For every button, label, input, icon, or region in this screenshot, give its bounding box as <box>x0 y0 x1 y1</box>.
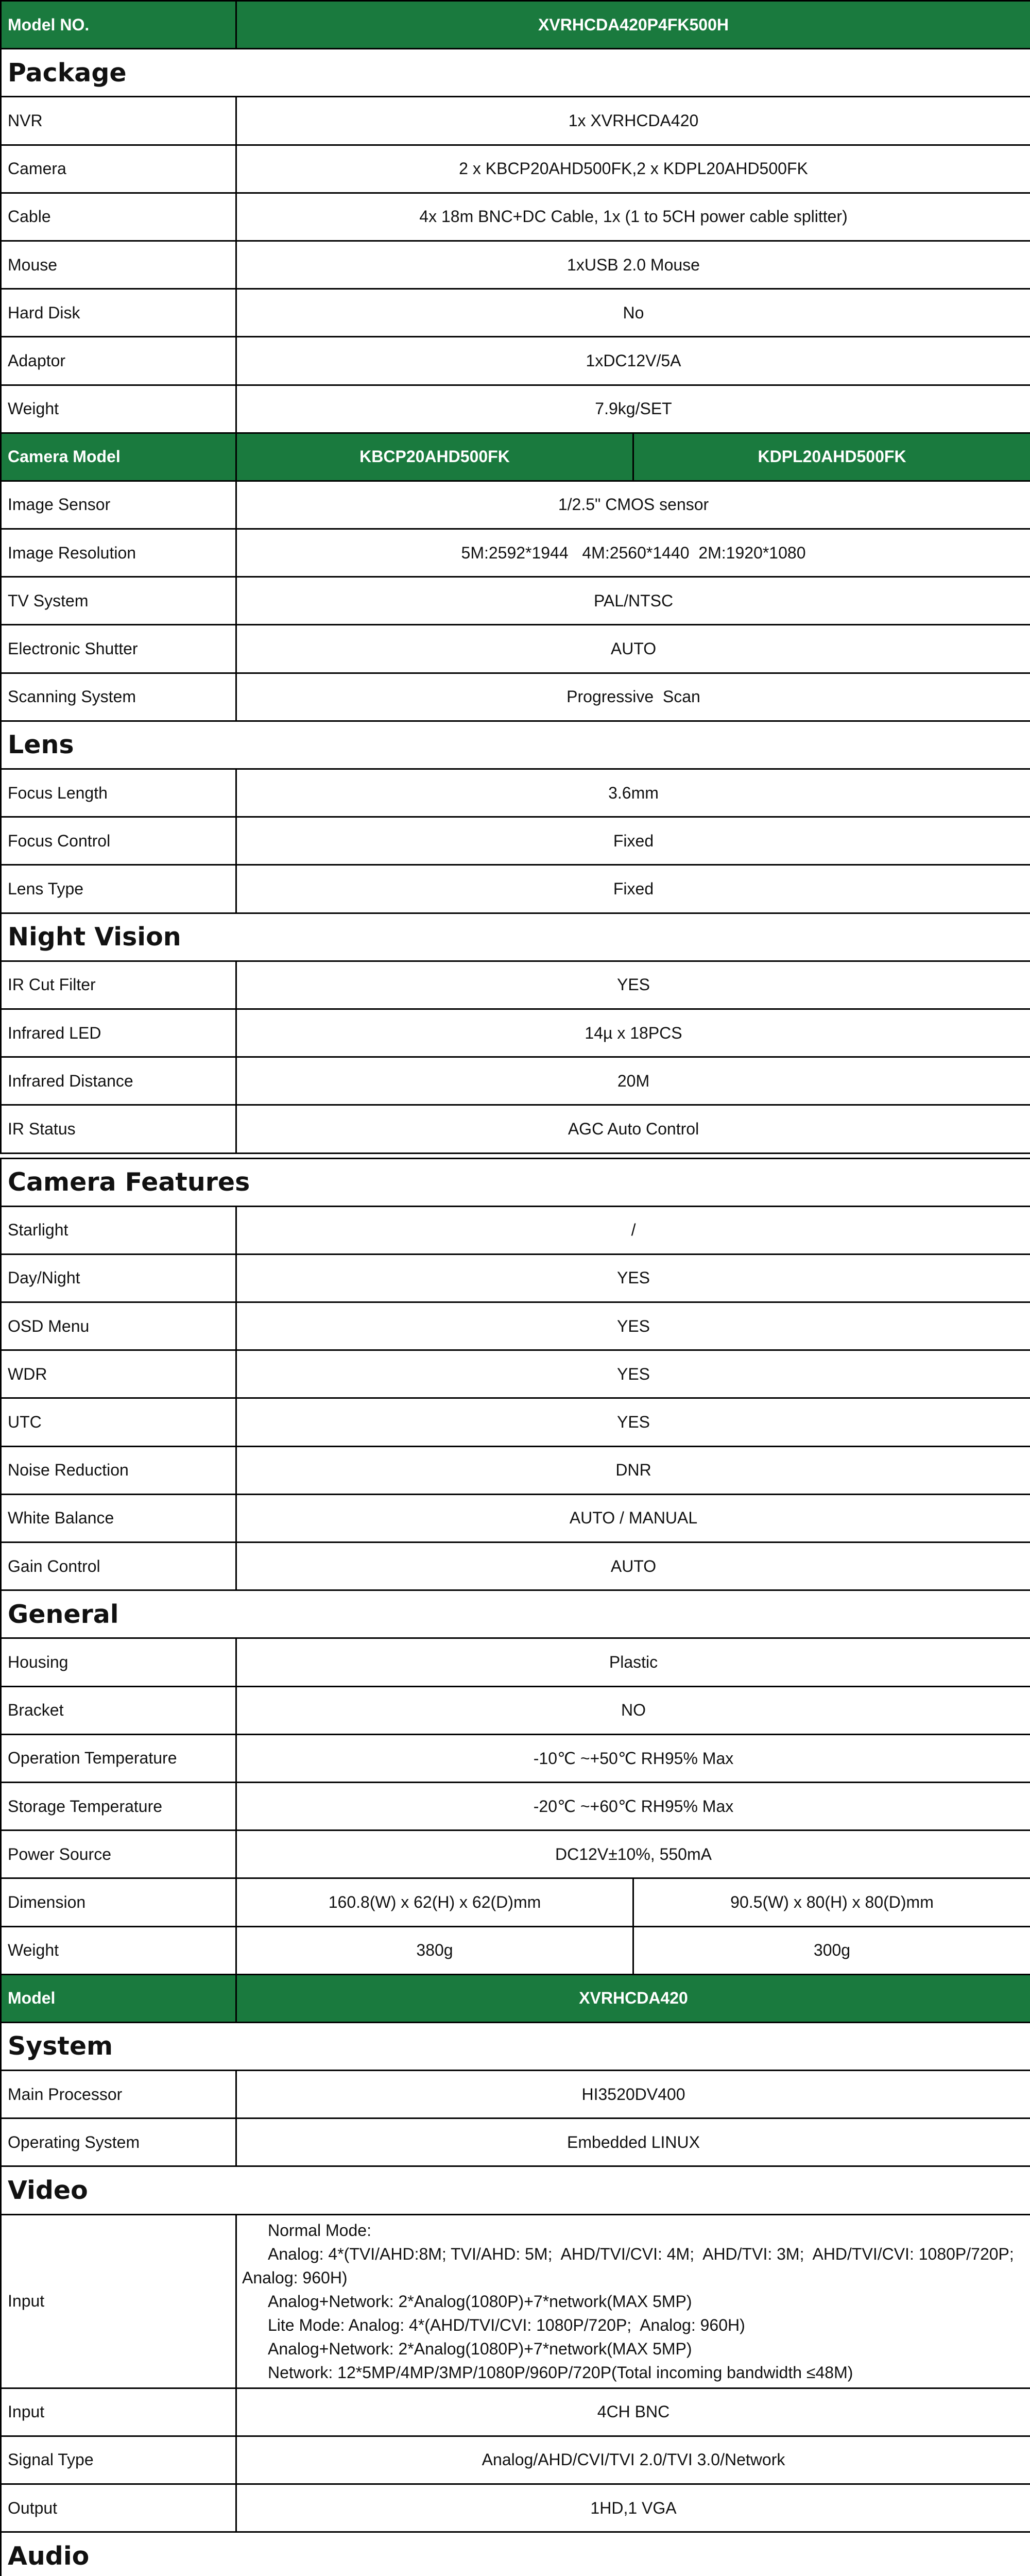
weight-value-b: 300g <box>633 1926 1030 1974</box>
spec-row <box>1 769 1030 817</box>
spec-value: Analog/AHD/CVI/TVI 2.0/TVI 3.0/Network <box>236 2436 1030 2484</box>
model-no-row <box>1 1 1030 49</box>
spec-label: Electronic Shutter <box>1 625 236 673</box>
spec-value: 1x XVRHCDA420 <box>236 97 1030 145</box>
video-input-multi-row <box>1 2214 1030 2388</box>
spec-value: 4CH BNC <box>236 2388 1030 2436</box>
spec-row <box>1 241 1030 289</box>
spec-value: AGC Auto Control <box>236 1105 1030 1153</box>
dimension-value-b: 90.5(W) x 80(H) x 80(D)mm <box>633 1878 1030 1926</box>
spec-value: YES <box>236 1350 1030 1398</box>
audio-section <box>1 2532 1030 2576</box>
spec-row <box>1 145 1030 193</box>
spec-value: 1HD,1 VGA <box>236 2484 1030 2532</box>
general-section <box>1 1590 1030 1638</box>
camera-model-row <box>1 433 1030 481</box>
section-title: Audio <box>1 2532 1030 2576</box>
spec-label: WDR <box>1 1350 236 1398</box>
spec-label: Focus Length <box>1 769 236 817</box>
spec-value: Fixed <box>236 817 1030 865</box>
spec-value: 14µ x 18PCS <box>236 1009 1030 1057</box>
spec-row <box>1 1638 1030 1686</box>
spec-label: Hard Disk <box>1 289 236 337</box>
input-line: Analog+Network: 2*Analog(1080P)+7*network(MAX 5MP) <box>268 2292 692 2311</box>
spec-label: Dimension <box>1 1878 236 1926</box>
input-line: Lite Mode: Analog: 4*(AHD/TVI/CVI: 1080P/720P; Analog: 960H) <box>268 2315 745 2334</box>
spec-label: Operation Temperature <box>1 1734 236 1782</box>
spec-label: Input <box>1 2214 236 2388</box>
spec-value: Progressive Scan <box>236 673 1030 721</box>
camera-model-b: KDPL20AHD500FK <box>633 433 1030 481</box>
spec-label: Noise Reduction <box>1 1446 236 1494</box>
package-section <box>1 49 1030 97</box>
spec-row <box>1 1446 1030 1494</box>
spec-label: Camera <box>1 145 236 193</box>
dimension-value-a: 160.8(W) x 62(H) x 62(D)mm <box>236 1878 633 1926</box>
video-input-lines <box>236 2214 1030 2388</box>
spec-row <box>1 1302 1030 1350</box>
spec-value: 2 x KBCP20AHD500FK,2 x KDPL20AHD500FK <box>236 145 1030 193</box>
spec-label: Image Resolution <box>1 529 236 577</box>
spec-label: Operating System <box>1 2119 236 2166</box>
spec-value: HI3520DV400 <box>236 2071 1030 2119</box>
spec-row <box>1 481 1030 529</box>
input-line: Analog: 4*(TVI/AHD:8M; TVI/AHD: 5M; AHD/TVI/CVI: 4M; AHD/TVI: 3M; AHD/TVI/CVI: 1080P/720P; <box>268 2244 1014 2263</box>
spec-row <box>1 385 1030 433</box>
spec-label: OSD Menu <box>1 1302 236 1350</box>
spec-label: Cable <box>1 193 236 241</box>
input-line: Analog+Network: 2*Analog(1080P)+7*network(MAX 5MP) <box>268 2339 692 2358</box>
spec-label: Power Source <box>1 1831 236 1878</box>
table-gap <box>1 1153 1030 1158</box>
spec-label: Starlight <box>1 1206 236 1254</box>
section-title: Night Vision <box>1 913 1030 961</box>
spec-label: IR Status <box>1 1105 236 1153</box>
spec-value: PAL/NTSC <box>236 577 1030 625</box>
section-title: System <box>1 2022 1030 2070</box>
spec-label: Image Sensor <box>1 481 236 529</box>
spec-label: Weight <box>1 1926 236 1974</box>
spec-value: 1/2.5" CMOS sensor <box>236 481 1030 529</box>
spec-label: UTC <box>1 1398 236 1446</box>
system-section <box>1 2022 1030 2070</box>
model-no-value: XVRHCDA420P4FK500H <box>236 1 1030 49</box>
spec-row <box>1 625 1030 673</box>
spec-label: Gain Control <box>1 1543 236 1590</box>
spec-value: AUTO <box>236 1543 1030 1590</box>
spec-value: YES <box>236 1254 1030 1302</box>
spec-row <box>1 1350 1030 1398</box>
spec-row <box>1 289 1030 337</box>
dimension-row <box>1 1878 1030 1926</box>
model-row <box>1 1974 1030 2022</box>
spec-value: YES <box>236 1302 1030 1350</box>
spec-row <box>1 1398 1030 1446</box>
spec-label: Scanning System <box>1 673 236 721</box>
spec-row <box>1 1734 1030 1782</box>
section-title: Package <box>1 49 1030 97</box>
spec-value: No <box>236 289 1030 337</box>
spec-value: 1xUSB 2.0 Mouse <box>236 241 1030 289</box>
spec-label: Infrared LED <box>1 1009 236 1057</box>
spec-row <box>1 1009 1030 1057</box>
spec-row <box>1 2436 1030 2484</box>
lens-section <box>1 721 1030 769</box>
section-title: Lens <box>1 721 1030 769</box>
spec-value: YES <box>236 1398 1030 1446</box>
spec-label: Storage Temperature <box>1 1782 236 1830</box>
spec-row <box>1 817 1030 865</box>
spec-row <box>1 1686 1030 1734</box>
section-title: Camera Features <box>1 1158 1030 1206</box>
spec-label: Output <box>1 2484 236 2532</box>
camera-model-a: KBCP20AHD500FK <box>236 433 633 481</box>
spec-label: TV System <box>1 577 236 625</box>
camera-model-label: Camera Model <box>1 433 236 481</box>
model-label: Model <box>1 1974 236 2022</box>
spec-row <box>1 2484 1030 2532</box>
spec-label: Housing <box>1 1638 236 1686</box>
night-vision-section <box>1 913 1030 961</box>
spec-row <box>1 1782 1030 1830</box>
camera-features-section <box>1 1158 1030 1206</box>
gap-cell <box>1 1153 1030 1158</box>
spec-value: 4x 18m BNC+DC Cable, 1x (1 to 5CH power cable splitter) <box>236 193 1030 241</box>
spec-label: Focus Control <box>1 817 236 865</box>
spec-value: AUTO / MANUAL <box>236 1494 1030 1542</box>
spec-row <box>1 529 1030 577</box>
spec-row <box>1 961 1030 1009</box>
spec-row <box>1 1494 1030 1542</box>
spec-label: Bracket <box>1 1686 236 1734</box>
input-line: Analog: 960H) <box>242 2268 348 2287</box>
spec-row <box>1 865 1030 913</box>
spec-row <box>1 1831 1030 1878</box>
spec-label: Day/Night <box>1 1254 236 1302</box>
spec-value: / <box>236 1206 1030 1254</box>
spec-value: YES <box>236 961 1030 1009</box>
spec-row <box>1 673 1030 721</box>
spec-label: Main Processor <box>1 2071 236 2119</box>
spec-value: 20M <box>236 1057 1030 1105</box>
spec-row <box>1 2071 1030 2119</box>
spec-value: DNR <box>236 1446 1030 1494</box>
spec-value: Plastic <box>236 1638 1030 1686</box>
input-line: Network: 12*5MP/4MP/3MP/1080P/960P/720P(Total incoming bandwidth ≤48M) <box>268 2363 853 2382</box>
spec-value: AUTO <box>236 625 1030 673</box>
spec-label: Infrared Distance <box>1 1057 236 1105</box>
spec-value: 7.9kg/SET <box>236 385 1030 433</box>
spec-row <box>1 337 1030 385</box>
spec-row <box>1 1543 1030 1590</box>
spec-row <box>1 1254 1030 1302</box>
spec-row <box>1 577 1030 625</box>
spec-label: Adaptor <box>1 337 236 385</box>
spec-value: -20℃ ~+60℃ RH95% Max <box>236 1782 1030 1830</box>
spec-label: Lens Type <box>1 865 236 913</box>
spec-row <box>1 193 1030 241</box>
spec-label: White Balance <box>1 1494 236 1542</box>
spec-value: 3.6mm <box>236 769 1030 817</box>
spec-label: Input <box>1 2388 236 2436</box>
section-title: General <box>1 1590 1030 1638</box>
spec-row <box>1 1206 1030 1254</box>
weight-value-a: 380g <box>236 1926 633 1974</box>
model-no-label: Model NO. <box>1 1 236 49</box>
spec-value: -10℃ ~+50℃ RH95% Max <box>236 1734 1030 1782</box>
spec-value: Embedded LINUX <box>236 2119 1030 2166</box>
input-line: Normal Mode: <box>268 2221 371 2240</box>
model-value: XVRHCDA420 <box>236 1974 1030 2022</box>
spec-label: IR Cut Filter <box>1 961 236 1009</box>
weight-row <box>1 1926 1030 1974</box>
spec-label: Weight <box>1 385 236 433</box>
spec-row <box>1 1105 1030 1153</box>
spec-row <box>1 2388 1030 2436</box>
video-section <box>1 2166 1030 2214</box>
spec-value: DC12V±10%, 550mA <box>236 1831 1030 1878</box>
spec-row <box>1 2119 1030 2166</box>
spec-row <box>1 1057 1030 1105</box>
spec-label: Signal Type <box>1 2436 236 2484</box>
spec-label: Mouse <box>1 241 236 289</box>
section-title: Video <box>1 2166 1030 2214</box>
spec-label: NVR <box>1 97 236 145</box>
spec-value: 5M:2592*1944 4M:2560*1440 2M:1920*1080 <box>236 529 1030 577</box>
spec-row <box>1 97 1030 145</box>
spec-value: 1xDC12V/5A <box>236 337 1030 385</box>
spec-value: Fixed <box>236 865 1030 913</box>
spec-value: NO <box>236 1686 1030 1734</box>
